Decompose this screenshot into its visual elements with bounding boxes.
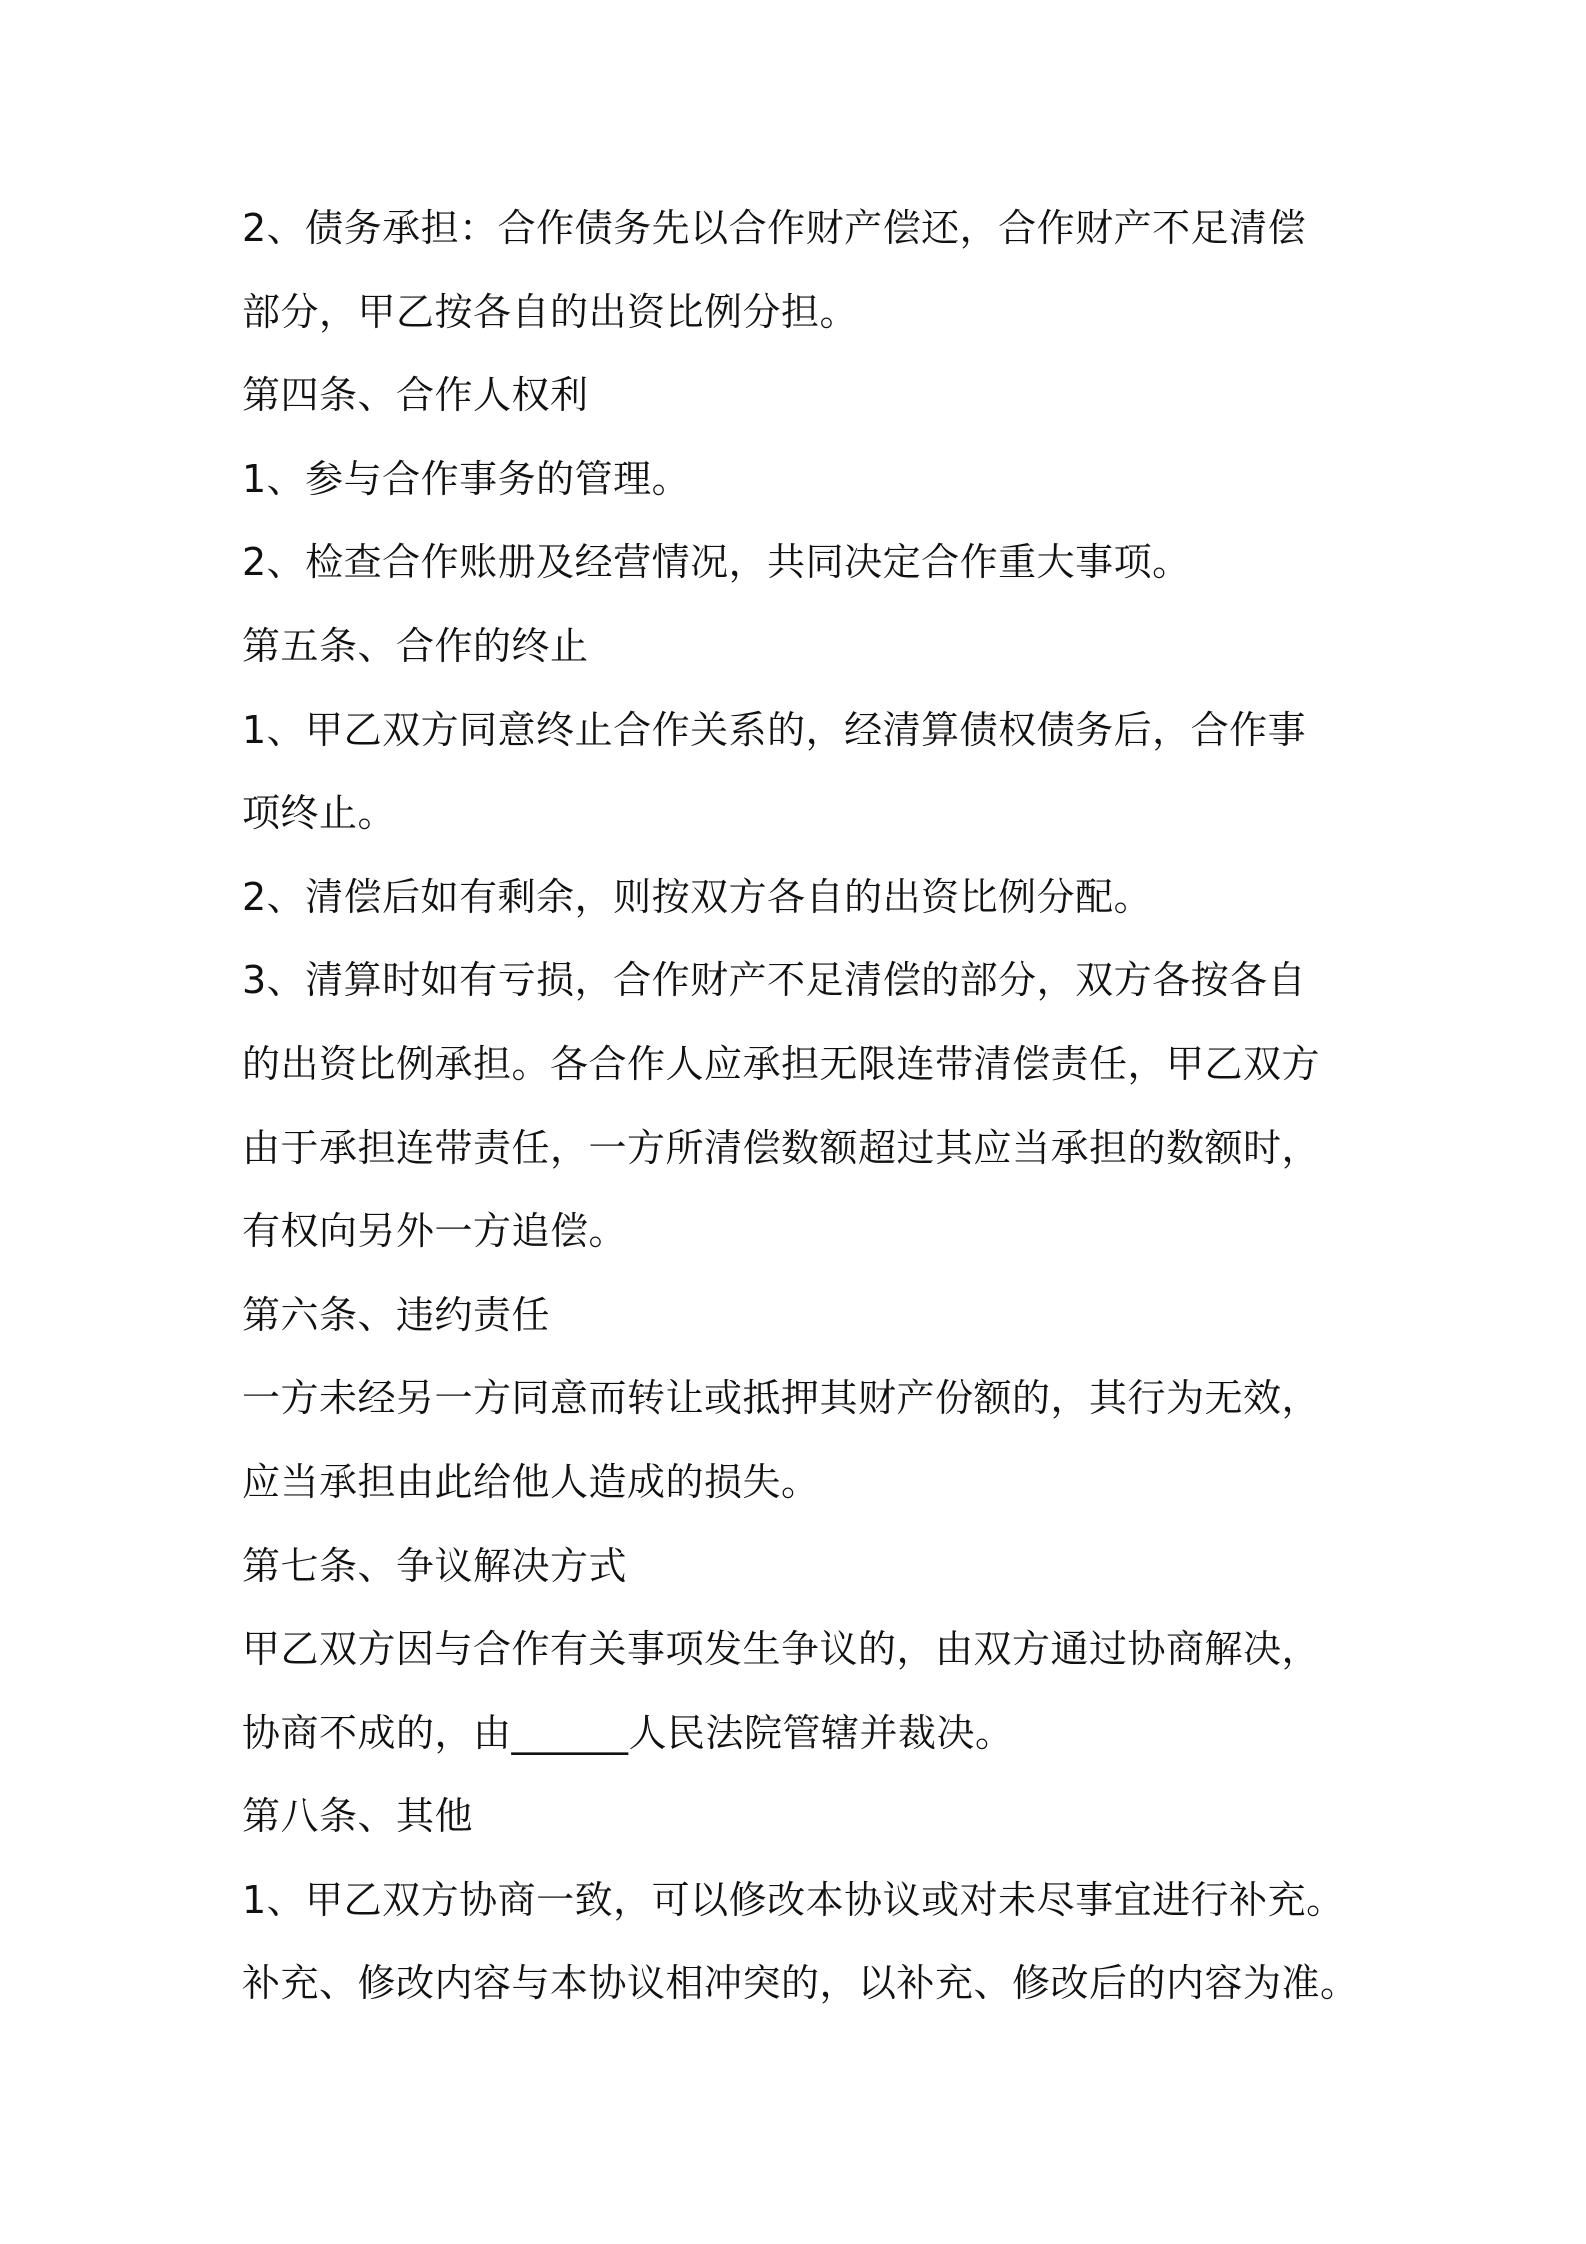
article-7-heading: 第七条、争议解决方式 [242, 1543, 628, 1588]
clause-2-debt-line-2: 部分，甲乙按各自的出资比例分担。 [242, 289, 859, 334]
article-6-text-line-2: 应当承担由此给他人造成的损失。 [242, 1459, 820, 1504]
article-5-heading: 第五条、合作的终止 [242, 623, 589, 668]
article-5-item-3-line-3: 由于承担连带责任，一方所清偿数额超过其应当承担的数额时， [242, 1125, 1321, 1170]
article-6-heading: 第六条、违约责任 [242, 1292, 551, 1337]
article-4-item-1: 1、参与合作事务的管理。 [242, 456, 691, 501]
article-8-heading: 第八条、其他 [242, 1794, 474, 1839]
article-5-item-3-line-1: 3、清算时如有亏损，合作财产不足清偿的部分，双方各按各自 [242, 958, 1307, 1003]
article-5-item-2: 2、清偿后如有剩余，则按双方各自的出资比例分配。 [242, 874, 1153, 919]
article-5-item-1-line-1: 1、甲乙双方同意终止合作关系的，经清算债权债务后，合作事 [242, 707, 1307, 752]
article-7-text-line-2: 协商不成的，由______人民法院管辖并裁决。 [242, 1710, 1014, 1755]
article-8-item-1-line-2: 补充、修改内容与本协议相冲突的，以补充、修改后的内容为准。 [242, 1961, 1359, 2006]
article-6-text-line-1: 一方未经另一方同意而转让或抵押其财产份额的，其行为无效， [242, 1376, 1321, 1421]
article-4-item-2: 2、检查合作账册及经营情况，共同决定合作重大事项。 [242, 540, 1191, 585]
article-5-item-3-line-4: 有权向另外一方追偿。 [242, 1209, 628, 1254]
article-5-item-1-line-2: 项终止。 [242, 791, 397, 836]
article-4-heading: 第四条、合作人权利 [242, 373, 589, 418]
article-5-item-3-line-2: 的出资比例承担。各合作人应承担无限连带清偿责任，甲乙双方 [242, 1041, 1321, 1086]
document-body [242, 199, 1359, 2038]
article-7-text-line-1: 甲乙双方因与合作有关事项发生争议的，由双方通过协商解决， [242, 1627, 1321, 1672]
clause-2-debt-line-1: 2、债务承担：合作债务先以合作财产偿还，合作财产不足清偿 [242, 206, 1307, 250]
article-8-item-1-line-1: 1、甲乙双方协商一致，可以修改本协议或对未尽事宜进行补充。 [242, 1877, 1345, 1922]
